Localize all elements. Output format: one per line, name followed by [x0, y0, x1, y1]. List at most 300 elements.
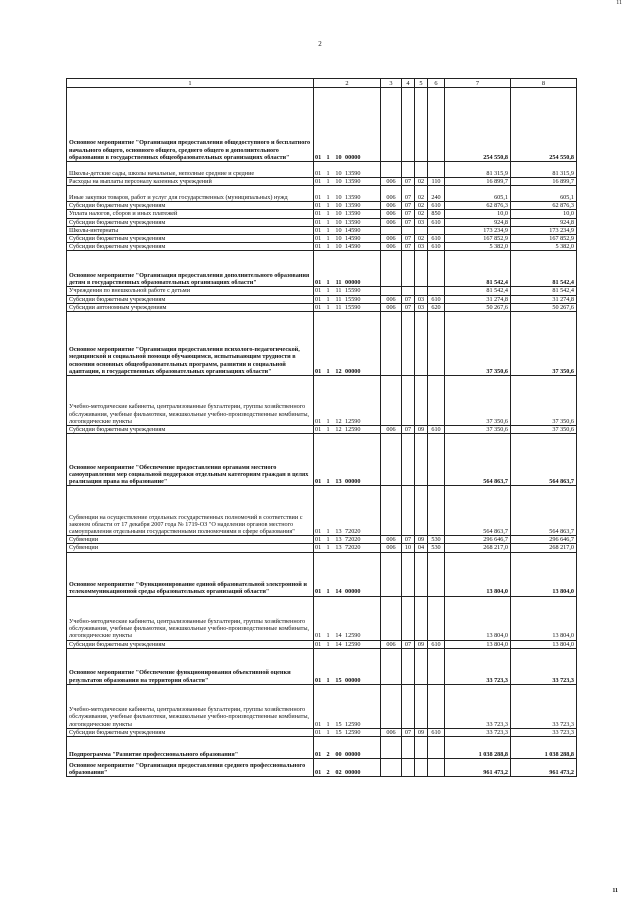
code-part: 1: [326, 295, 330, 303]
code-part: 1: [326, 303, 330, 311]
row-rz: 07: [402, 186, 415, 202]
code-part: 14590: [345, 235, 361, 243]
code-part: 11: [335, 295, 342, 303]
table-row: [67, 426, 577, 434]
row-value-7: 13 804,0: [445, 552, 511, 596]
row-value-7: 167 852,9: [445, 235, 511, 243]
table-body: [67, 88, 577, 777]
header-cell: 6: [428, 79, 445, 88]
table-header-row: [67, 79, 577, 88]
code-part: 12590: [345, 417, 361, 425]
code-part: 11: [335, 279, 342, 287]
row-ved: [381, 486, 402, 536]
row-ved: [381, 737, 402, 759]
code-part: 00000: [345, 750, 361, 758]
row-pr: [415, 376, 428, 426]
header-cell: 3: [381, 79, 402, 88]
row-rz: 07: [402, 218, 415, 226]
row-pr: [415, 684, 428, 728]
row-vr: [428, 162, 445, 178]
code-part: 01: [315, 153, 322, 161]
row-value-8: 37 350,6: [511, 426, 577, 434]
code-part: 14590: [345, 226, 361, 234]
row-pr: 09: [415, 536, 428, 544]
row-pr: 02: [415, 186, 428, 202]
row-ved: [381, 226, 402, 234]
row-value-8: 13 804,0: [511, 596, 577, 640]
code-part: 1: [326, 287, 330, 295]
row-pr: 03: [415, 243, 428, 251]
row-vr: 530: [428, 536, 445, 544]
row-vr: 610: [428, 295, 445, 303]
row-name: Основное мероприятие "Организация предоставления дополнительного образования детям в государственных образовательных организациях области": [67, 251, 314, 287]
row-ved: [381, 162, 402, 178]
code-part: 00000: [345, 367, 361, 375]
code-part: 15590: [345, 295, 361, 303]
code-part: 01: [315, 194, 322, 201]
row-vr: 610: [428, 218, 445, 226]
row-code: [314, 684, 381, 728]
row-name: Учреждения по внешкольной работе с детьми: [67, 287, 314, 295]
row-ved: 006: [381, 235, 402, 243]
row-vr: 850: [428, 210, 445, 218]
table-row: [67, 312, 577, 376]
row-pr: 02: [415, 178, 428, 186]
table-row: [67, 737, 577, 759]
code-part: 00000: [345, 588, 361, 596]
code-part: 01: [315, 536, 322, 544]
code-part: 10: [335, 243, 342, 251]
code-part: 01: [315, 640, 322, 648]
row-value-8: 33 723,3: [511, 684, 577, 728]
row-name: Субсидии бюджетным учреждениям: [67, 202, 314, 210]
row-vr: [428, 376, 445, 426]
table-row: [67, 251, 577, 287]
row-name: Субсидии бюджетным учреждениям: [67, 243, 314, 251]
row-rz: [402, 434, 415, 486]
row-value-8: 81 315,9: [511, 162, 577, 178]
code-part: 14590: [345, 243, 361, 251]
header-cell: 8: [511, 79, 577, 88]
row-value-8: 81 542,4: [511, 251, 577, 287]
row-code: [314, 303, 381, 311]
row-value-7: 37 350,6: [445, 312, 511, 376]
header-cell: 7: [445, 79, 511, 88]
row-rz: 07: [402, 536, 415, 544]
row-pr: 02: [415, 202, 428, 210]
row-vr: [428, 684, 445, 728]
footer-mark: 11: [612, 888, 618, 894]
row-rz: 07: [402, 303, 415, 311]
row-name: Уплата налогов, сборов и иных платежей: [67, 210, 314, 218]
row-pr: 03: [415, 218, 428, 226]
code-part: 1: [326, 536, 330, 544]
row-code: [314, 596, 381, 640]
row-rz: [402, 88, 415, 162]
row-ved: 006: [381, 178, 402, 186]
row-rz: [402, 162, 415, 178]
code-part: 1: [326, 588, 330, 596]
row-rz: [402, 486, 415, 536]
row-value-8: 31 274,8: [511, 295, 577, 303]
row-pr: [415, 737, 428, 759]
row-vr: [428, 88, 445, 162]
code-part: 1: [326, 279, 330, 287]
code-part: 13590: [345, 194, 361, 201]
code-part: 13590: [345, 178, 361, 185]
code-part: 12590: [345, 720, 361, 728]
row-value-8: 564 863,7: [511, 434, 577, 486]
code-part: 13590: [345, 218, 361, 226]
row-pr: 02: [415, 235, 428, 243]
row-pr: [415, 88, 428, 162]
code-part: 12590: [345, 632, 361, 640]
row-rz: [402, 552, 415, 596]
row-code: [314, 287, 381, 295]
row-code: [314, 218, 381, 226]
header-cell: 2: [314, 79, 381, 88]
code-part: 01: [315, 287, 322, 295]
row-pr: 09: [415, 640, 428, 648]
table-row: [67, 178, 577, 186]
code-part: 13590: [345, 202, 361, 210]
row-ved: [381, 648, 402, 684]
row-code: [314, 178, 381, 186]
code-part: 12590: [345, 728, 361, 736]
code-part: 12: [335, 426, 342, 434]
code-part: 13590: [345, 169, 361, 177]
row-code: [314, 640, 381, 648]
table-row: [67, 759, 577, 777]
code-part: 01: [315, 676, 322, 684]
code-part: 15590: [345, 303, 361, 311]
row-ved: [381, 684, 402, 728]
row-code: [314, 728, 381, 736]
row-value-7: 33 723,3: [445, 728, 511, 736]
page-number: 2: [318, 40, 322, 48]
row-rz: 07: [402, 235, 415, 243]
row-code: [314, 536, 381, 544]
row-pr: 03: [415, 303, 428, 311]
row-ved: 006: [381, 544, 402, 552]
row-value-7: 296 646,7: [445, 536, 511, 544]
row-vr: [428, 434, 445, 486]
header-cell: 1: [67, 79, 314, 88]
code-part: 72020: [345, 536, 361, 544]
table-row: [67, 434, 577, 486]
code-part: 1: [326, 367, 330, 375]
code-part: 00: [335, 750, 342, 758]
row-name: Основное мероприятие "Организация предоставления общедоступного и бесплатного начального общего, основного общего, среднего общего и дополнительного образования в государственных общеобразовательных организациях области": [67, 88, 314, 162]
row-vr: 610: [428, 640, 445, 648]
code-part: 13: [335, 528, 342, 536]
table-row: [67, 684, 577, 728]
row-vr: 610: [428, 426, 445, 434]
row-ved: [381, 88, 402, 162]
code-part: 10: [335, 169, 342, 177]
row-ved: 006: [381, 210, 402, 218]
row-value-7: 268 217,0: [445, 544, 511, 552]
row-ved: 006: [381, 186, 402, 202]
code-part: 72020: [345, 544, 361, 552]
row-pr: 02: [415, 210, 428, 218]
code-part: 02: [335, 768, 342, 776]
code-part: 01: [315, 588, 322, 596]
row-value-7: 31 274,8: [445, 295, 511, 303]
row-value-8: 961 473,2: [511, 759, 577, 777]
row-code: [314, 226, 381, 234]
code-part: 1: [326, 210, 330, 218]
row-rz: [402, 312, 415, 376]
row-code: [314, 759, 381, 777]
code-part: 01: [315, 426, 322, 434]
row-code: [314, 186, 381, 202]
row-name: Субвенции на осуществление отдельных государственных полномочий в соответствии с законом области от 17 декабря 2007 года № 1719-ОЗ "О наделении органов местного самоуправления отдельными государственными полномочиями в сфере образования": [67, 486, 314, 536]
code-part: 1: [326, 528, 330, 536]
row-code: [314, 737, 381, 759]
corner-mark: 11: [616, 0, 622, 6]
code-part: 01: [315, 303, 322, 311]
row-ved: 006: [381, 303, 402, 311]
row-name: Иные закупки товаров, работ и услуг для государственных (муниципальных) нужд: [67, 186, 314, 202]
row-code: [314, 376, 381, 426]
row-value-8: 37 350,6: [511, 376, 577, 426]
row-pr: [415, 226, 428, 234]
code-part: 01: [315, 768, 322, 776]
row-value-8: 13 804,0: [511, 552, 577, 596]
row-name: Основное мероприятие "Функционирование единой образовательной электронной и телекоммуникационной среды образовательных организаций области": [67, 552, 314, 596]
row-code: [314, 312, 381, 376]
row-ved: 006: [381, 218, 402, 226]
code-part: 15: [335, 728, 342, 736]
row-rz: 07: [402, 210, 415, 218]
code-part: 00000: [345, 279, 361, 287]
row-ved: [381, 376, 402, 426]
row-vr: [428, 596, 445, 640]
code-part: 1: [326, 478, 330, 486]
header-cell: 5: [415, 79, 428, 88]
row-ved: 006: [381, 426, 402, 434]
row-value-7: 961 473,2: [445, 759, 511, 777]
row-value-7: 81 542,4: [445, 287, 511, 295]
code-part: 1: [326, 676, 330, 684]
row-vr: [428, 226, 445, 234]
row-value-8: 37 350,6: [511, 312, 577, 376]
code-part: 15: [335, 720, 342, 728]
row-rz: 07: [402, 728, 415, 736]
code-part: 15590: [345, 287, 361, 295]
row-pr: [415, 251, 428, 287]
row-ved: 006: [381, 243, 402, 251]
row-code: [314, 162, 381, 178]
row-ved: [381, 552, 402, 596]
row-value-7: 81 542,4: [445, 251, 511, 287]
table-row: [67, 536, 577, 544]
row-vr: [428, 486, 445, 536]
row-ved: [381, 251, 402, 287]
row-value-7: 924,8: [445, 218, 511, 226]
row-vr: 610: [428, 202, 445, 210]
code-part: 01: [315, 367, 322, 375]
row-pr: [415, 287, 428, 295]
code-part: 01: [315, 226, 322, 234]
code-part: 01: [315, 728, 322, 736]
row-value-8: 13 804,0: [511, 640, 577, 648]
code-part: 01: [315, 243, 322, 251]
table-row: [67, 210, 577, 218]
code-part: 1: [326, 417, 330, 425]
code-part: 10: [335, 153, 342, 161]
row-code: [314, 235, 381, 243]
code-part: 1: [326, 720, 330, 728]
row-value-7: 254 550,8: [445, 88, 511, 162]
row-vr: 610: [428, 728, 445, 736]
row-name: Подпрограмма "Развитие профессионального образования": [67, 737, 314, 759]
code-part: 13: [335, 544, 342, 552]
row-code: [314, 243, 381, 251]
code-part: 1: [326, 544, 330, 552]
table-row: [67, 596, 577, 640]
code-part: 01: [315, 417, 322, 425]
row-rz: [402, 287, 415, 295]
row-name: Основное мероприятие "Обеспечение функционирования объективной оценки результатов образования на территории области": [67, 648, 314, 684]
code-part: 2: [326, 750, 330, 758]
table-row: [67, 243, 577, 251]
table-row: [67, 202, 577, 210]
row-code: [314, 552, 381, 596]
code-part: 1: [326, 728, 330, 736]
row-rz: [402, 376, 415, 426]
code-part: 10: [335, 210, 342, 218]
row-value-8: 254 550,8: [511, 88, 577, 162]
code-part: 00000: [345, 478, 361, 486]
table-row: [67, 287, 577, 295]
row-value-8: 924,8: [511, 218, 577, 226]
code-part: 14: [335, 640, 342, 648]
row-name: Субсидии бюджетным учреждениям: [67, 295, 314, 303]
code-part: 01: [315, 202, 322, 210]
row-pr: [415, 162, 428, 178]
row-pr: [415, 486, 428, 536]
row-code: [314, 88, 381, 162]
code-part: 00000: [345, 768, 361, 776]
row-name: Учебно-методические кабинеты, централизованные бухгалтерии, группы хозяйственного обслуживания, учебные фильмотеки, межшкольные учебно-производственные комбинаты, логопедические пункты: [67, 684, 314, 728]
row-vr: [428, 251, 445, 287]
row-value-7: 37 350,6: [445, 376, 511, 426]
row-value-7: 1 038 288,8: [445, 737, 511, 759]
code-part: 01: [315, 720, 322, 728]
row-name: Субсидии бюджетным учреждениям: [67, 728, 314, 736]
row-name: Субсидии бюджетным учреждениям: [67, 426, 314, 434]
code-part: 10: [335, 235, 342, 243]
row-value-8: 564 863,7: [511, 486, 577, 536]
row-code: [314, 486, 381, 536]
code-part: 01: [315, 210, 322, 218]
code-part: 01: [315, 235, 322, 243]
row-rz: [402, 737, 415, 759]
row-rz: 07: [402, 295, 415, 303]
row-pr: 04: [415, 544, 428, 552]
row-name: Учебно-методические кабинеты, централизованные бухгалтерии, группы хозяйственного обслуживания, учебные фильмотеки, межшкольные учебно-производственные комбинаты, логопедические пункты: [67, 596, 314, 640]
row-code: [314, 295, 381, 303]
row-value-8: 50 267,6: [511, 303, 577, 311]
row-rz: 07: [402, 640, 415, 648]
row-value-8: 16 899,7: [511, 178, 577, 186]
code-part: 1: [326, 202, 330, 210]
row-pr: [415, 759, 428, 777]
row-ved: [381, 287, 402, 295]
row-code: [314, 544, 381, 552]
code-part: 01: [315, 750, 322, 758]
row-pr: 03: [415, 295, 428, 303]
row-value-7: 50 267,6: [445, 303, 511, 311]
code-part: 13: [335, 536, 342, 544]
code-part: 15: [335, 676, 342, 684]
row-code: [314, 426, 381, 434]
code-part: 01: [315, 632, 322, 640]
row-vr: 610: [428, 243, 445, 251]
row-ved: [381, 759, 402, 777]
row-vr: [428, 552, 445, 596]
row-rz: 07: [402, 202, 415, 210]
code-part: 14: [335, 632, 342, 640]
table-row: [67, 218, 577, 226]
table-row: [67, 226, 577, 234]
row-rz: [402, 226, 415, 234]
code-part: 12: [335, 417, 342, 425]
row-name: Учебно-методические кабинеты, централизованные бухгалтерии, группы хозяйственного обслуживания, учебные фильмотеки, межшкольные учебно-производственные комбинаты, логопедические пункты: [67, 376, 314, 426]
code-part: 1: [326, 243, 330, 251]
table-row: [67, 376, 577, 426]
row-vr: [428, 287, 445, 295]
code-part: 1: [326, 226, 330, 234]
row-name: Субсидии бюджетным учреждениям: [67, 235, 314, 243]
row-value-7: 37 350,6: [445, 426, 511, 434]
code-part: 2: [326, 768, 330, 776]
row-pr: [415, 552, 428, 596]
budget-table: [66, 78, 577, 777]
code-part: 1: [326, 169, 330, 177]
row-code: [314, 202, 381, 210]
row-value-7: 33 723,3: [445, 684, 511, 728]
table-row: [67, 235, 577, 243]
row-rz: 07: [402, 243, 415, 251]
code-part: 01: [315, 478, 322, 486]
row-code: [314, 434, 381, 486]
row-pr: [415, 312, 428, 376]
code-part: 01: [315, 528, 322, 536]
row-ved: [381, 596, 402, 640]
row-value-7: 564 863,7: [445, 486, 511, 536]
row-name: Школы-интернаты: [67, 226, 314, 234]
row-rz: 07: [402, 426, 415, 434]
code-part: 14: [335, 588, 342, 596]
code-part: 12590: [345, 640, 361, 648]
row-ved: 006: [381, 536, 402, 544]
code-part: 1: [326, 178, 330, 185]
row-value-7: 62 876,3: [445, 202, 511, 210]
code-part: 01: [315, 218, 322, 226]
code-part: 10: [335, 218, 342, 226]
code-part: 10: [335, 202, 342, 210]
code-part: 10: [335, 226, 342, 234]
row-ved: [381, 312, 402, 376]
row-value-8: 268 217,0: [511, 544, 577, 552]
table-row: [67, 88, 577, 162]
row-name: Расходы на выплаты персоналу казенных учреждений: [67, 178, 314, 186]
code-part: 72020: [345, 528, 361, 536]
row-value-7: 13 804,0: [445, 640, 511, 648]
